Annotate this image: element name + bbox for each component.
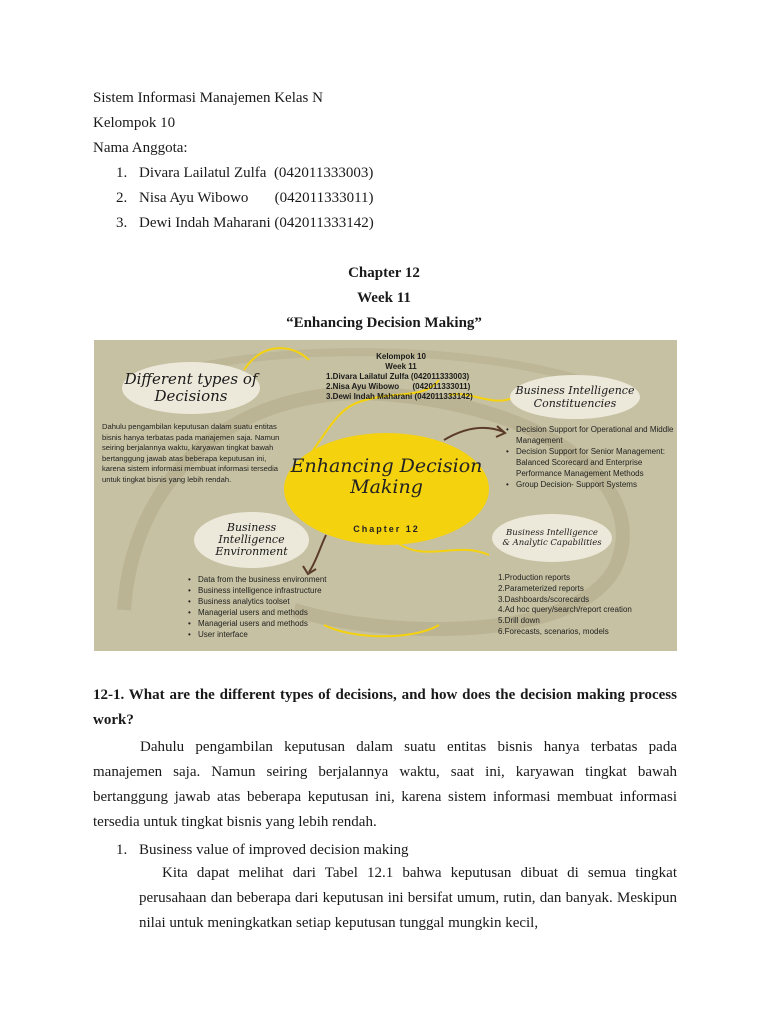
capabilities-item: 5.Drill down <box>498 616 540 626</box>
decisions-title: Different types of Decisions <box>122 362 260 414</box>
paragraph: Kita dapat melihat dari Tabel 12.1 bahwa keputusan dibuat di semua tingkat perusahaan dan beberapa dari keputusan ini bersifat umum, rutin, dan banyak. Meskipun nilai untuk meningkatkan setiap keputusan tunggal mungkin kecil, <box>139 865 677 931</box>
chapter-heading: Chapter 12 <box>348 265 420 281</box>
constituencies-item: • Decision Support for Senior Management: Balanced Scorecard and Enterprise Performance Management Methods <box>504 446 674 479</box>
environment-item: • Managerial users and methods <box>186 618 386 629</box>
infographic-group-title: Kelompok 10 <box>376 352 426 361</box>
infographic-member: 3.Dewi Indah Maharani (042011333142) <box>326 392 473 401</box>
environment-item: • Data from the business environment <box>186 574 386 585</box>
member-name: Dewi Indah Maharani (042011333142) <box>139 215 374 231</box>
capabilities-item: 4.Ad hoc query/search/report creation <box>498 605 632 615</box>
chapter-title: “Enhancing Decision Making” <box>286 315 482 331</box>
constituencies-item: • Decision Support for Operational and Middle Management <box>504 424 674 446</box>
center-chapter: Chapter 12 <box>353 524 420 534</box>
environment-item: • Business analytics toolset <box>186 596 386 607</box>
capabilities-list <box>498 573 673 638</box>
week-heading: Week 11 <box>357 290 411 306</box>
member-name: Divara Lailatul Zulfa (042011333003) <box>139 165 374 181</box>
member-name: Nisa Ayu Wibowo (042011333011) <box>139 190 374 206</box>
member-number: 3. <box>116 215 128 231</box>
constituencies-title: Business Intelligence Constituencies <box>510 375 640 419</box>
member-number: 2. <box>116 190 128 206</box>
decisions-text: Dahulu pengambilan keputusan dalam suatu entitas bisnis hanya terbatas pada manajemen saja. Namun seiring berjalannya waktu, karyawan tingkat bawah bertanggung jawab atas beberapa keputusan ini, karena sistem informasi membuat informasi tersedia untuk tingkat bisnis yang lebih rendah. <box>102 422 280 484</box>
member-number: 1. <box>116 165 128 181</box>
infographic-group-info <box>316 352 486 402</box>
environment-item: • User interface <box>186 629 386 640</box>
group-name: Kelompok 10 <box>93 115 176 131</box>
question-heading: 12-1. What are the different types of decisions, and how does the decision making process work? <box>93 687 677 728</box>
capabilities-item: 3.Dashboards/scorecards <box>498 594 590 604</box>
infographic-member: 2.Nisa Ayu Wibowo (042011333011) <box>326 382 471 391</box>
infographic <box>94 340 677 651</box>
constituencies-item: • Group Decision- Support Systems <box>504 479 674 490</box>
environment-title: Business Intelligence Environment <box>194 512 309 568</box>
list-number: 1. <box>116 842 128 858</box>
paragraph: Dahulu pengambilan keputusan dalam suatu entitas bisnis hanya terbatas pada manajemen saja. Namun seiring berjalannya waktu, saat ini, karyawan tingkat bawah bertanggung jawab atas beberapa keputusan ini, karena sistem informasi membuat informasi tersedia untuk tingkat bisnis yang lebih rendah. <box>93 739 677 830</box>
capabilities-title: Business Intelligence & Analytic Capabilities <box>492 514 612 562</box>
environment-item: • Managerial users and methods <box>186 607 386 618</box>
infographic-member: 1.Divara Lailatul Zulfa (042011333003) <box>326 372 470 381</box>
course-title: Sistem Informasi Manajemen Kelas N <box>93 90 323 106</box>
environment-item: • Business intelligence infrastructure <box>186 585 386 596</box>
center-title: Enhancing Decision Making <box>290 455 483 498</box>
capabilities-item: 1.Production reports <box>498 573 571 582</box>
list-item: Business value of improved decision making <box>139 842 409 858</box>
capabilities-item: 6.Forecasts, scenarios, models <box>498 626 609 636</box>
environment-list <box>186 574 386 640</box>
capabilities-item: 2.Parameterized reports <box>498 583 584 593</box>
members-label: Nama Anggota: <box>93 140 188 156</box>
constituencies-list <box>504 424 674 490</box>
infographic-week: Week 11 <box>385 362 417 371</box>
